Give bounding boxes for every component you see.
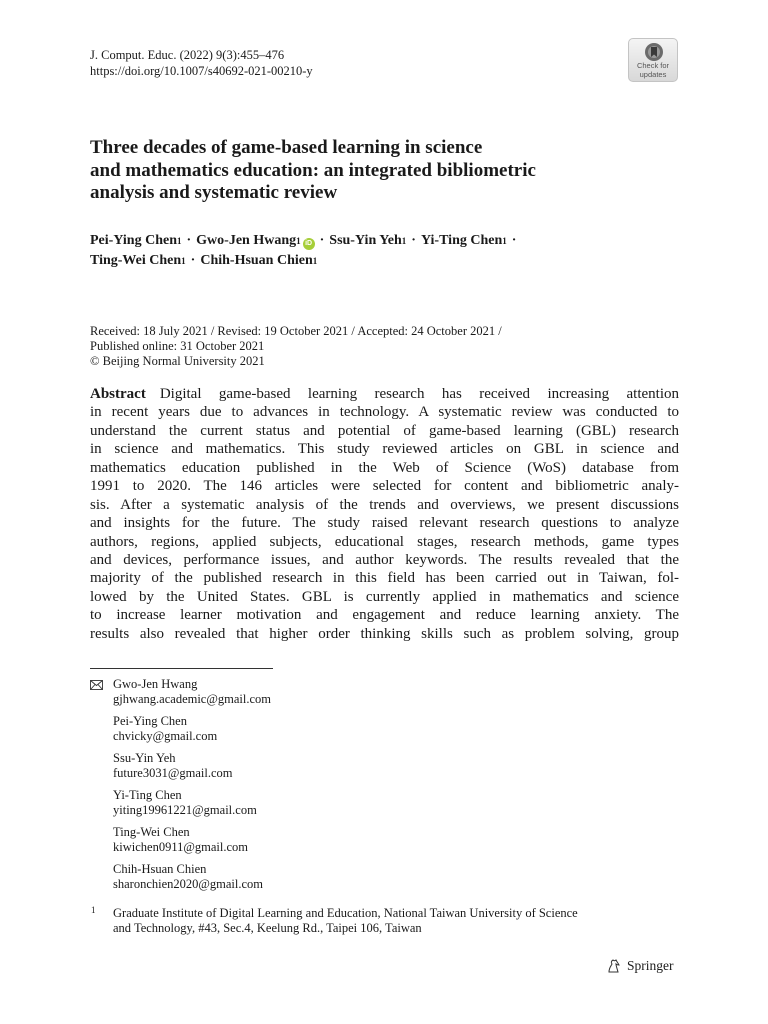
abstract-text: results also revealed that higher order thinking skills such as problem solving, group (90, 625, 679, 642)
abstract-line (90, 514, 679, 532)
contact-entry (113, 862, 271, 892)
badge-label-1: Check for (636, 61, 670, 70)
abstract-line (90, 477, 679, 495)
publisher-logo (606, 958, 674, 974)
contact-entry (113, 714, 271, 744)
author-separator: · (319, 233, 325, 248)
author-name[interactable]: Ssu-Yin Yeh (329, 233, 402, 248)
abstract-line (90, 569, 679, 587)
abstract-text: in science and mathematics. This study reviewed articles on GBL in science and (90, 441, 679, 458)
contact-list (113, 677, 271, 899)
author-name[interactable]: Gwo-Jen Hwang (196, 233, 297, 248)
abstract-text: authors, regions, applied subjects, educational stages, research methods, game types (90, 533, 679, 550)
abstract-line (90, 496, 679, 514)
title-line: analysis and systematic review (90, 182, 338, 203)
contact-email[interactable]: yiting19961221@gmail.com (113, 802, 257, 817)
contact-email[interactable]: future3031@gmail.com (113, 765, 233, 780)
affiliation (113, 906, 578, 936)
title-line: Three decades of game-based learning in science (90, 137, 483, 158)
author-name[interactable]: Yi-Ting Chen (420, 233, 503, 248)
author-separator: · (190, 253, 196, 268)
published-online: Published online: 31 October 2021 (90, 339, 265, 353)
contact-email[interactable]: kiwichen0911@gmail.com (113, 839, 248, 854)
contact-name: Gwo-Jen Hwang (113, 677, 198, 691)
author-name[interactable]: Ting-Wei Chen (90, 253, 182, 268)
orcid-icon[interactable]: iD (303, 238, 315, 250)
envelope-icon (90, 680, 103, 690)
journal-citation: J. Comput. Educ. (2022) 9(3):455–476 (90, 48, 285, 62)
contact-name: Pei-Ying Chen (113, 713, 187, 728)
affiliation-number: 1 (91, 905, 96, 915)
abstract-text: lowed by the United States. GBL is currently applied in mathematics and science (90, 588, 679, 605)
abstract-line (90, 385, 679, 403)
bookmark-icon (644, 42, 664, 62)
abstract-text: to increase learner motivation and engagement and reduce learning anxiety. The (90, 607, 679, 624)
abstract-heading: Abstract (90, 386, 146, 402)
affiliation-line: and Technology, #43, Sec.4, Keelung Rd., Taipei 106, Taiwan (113, 921, 422, 935)
badge-label-2: updates (639, 69, 667, 79)
check-for-updates-badge[interactable] (628, 38, 678, 82)
author-name[interactable]: Chih-Hsuan Chien (200, 253, 313, 268)
contact-name: Ting-Wei Chen (113, 824, 190, 839)
author-separator: · (186, 233, 192, 248)
author-name[interactable]: Pei-Ying Chen (90, 233, 177, 248)
contact-email[interactable]: gjhwang.academic@gmail.com (113, 691, 271, 706)
abstract-text: understand the current status and potential of game-based learning (GBL) research (90, 422, 679, 439)
abstract-section (90, 385, 679, 643)
footnote-divider (90, 668, 273, 669)
contact-entry (113, 751, 271, 781)
contact-name: Yi-Ting Chen (113, 787, 182, 802)
doi-link[interactable]: https://doi.org/10.1007/s40692-021-00210-y (90, 63, 313, 78)
abstract-text: mathematics education published in the Web of Science (WoS) database from (90, 459, 679, 476)
title-line: and mathematics education: an integrated bibliometric (90, 159, 536, 181)
abstract-text: majority of the published research in this field has been carried out in Taiwan, fol- (90, 570, 679, 587)
contact-email[interactable]: chvicky@gmail.com (113, 728, 218, 743)
contact-name: Ssu-Yin Yeh (113, 750, 176, 765)
springer-horse-icon (606, 958, 622, 974)
author-list: Pei-Ying Chen 1 · Gwo-Jen Hwang 1 iD · Ssu-Yin Yeh 1 · Yi-Ting Chen 1 · Ting-Wei Chen 1 · Chih-Hsuan Chien 1 (90, 231, 690, 271)
contact-entry (113, 825, 271, 855)
contact-name: Chih-Hsuan Chien (113, 861, 207, 876)
received-dates: Received: 18 July 2021 / Revised: 19 October 2021 / Accepted: 24 October 2021 / (90, 324, 502, 338)
abstract-line (90, 403, 679, 421)
abstract-text: and insights for the future. The study raised relevant research questions to analyze (90, 515, 679, 532)
contact-entry (113, 677, 271, 707)
abstract-text: sis. After a systematic analysis of the trends and overviews, we present discussions (90, 496, 679, 513)
affiliation-line: Graduate Institute of Digital Learning and Education, National Taiwan University of Science (113, 906, 578, 920)
abstract-text: in recent years due to advances in technology. A systematic review was conducted to (90, 404, 679, 421)
abstract-line (90, 551, 679, 569)
abstract-line (90, 588, 679, 606)
abstract-text: 1991 to 2020. The 146 articles were selected for content and bibliometric analy- (90, 478, 679, 495)
author-separator: · (511, 233, 517, 248)
abstract-line (90, 422, 679, 440)
contact-email[interactable]: sharonchien2020@gmail.com (113, 876, 264, 891)
abstract-line (90, 459, 679, 477)
author-separator: · (411, 233, 416, 248)
abstract-line (90, 533, 679, 551)
abstract-line (90, 440, 679, 458)
journal-header (90, 48, 313, 79)
abstract-text: and devices, performance issues, and author keywords. The results revealed that the (90, 551, 679, 568)
publication-dates (90, 324, 502, 369)
publisher-name: Springer (627, 958, 674, 973)
abstract-text: Digital game-based learning research has received increasing attention (159, 386, 679, 402)
abstract-line (90, 606, 679, 624)
article-title (90, 137, 690, 205)
copyright: © Beijing Normal University 2021 (90, 354, 265, 368)
abstract-line (90, 625, 679, 643)
contact-entry (113, 788, 271, 818)
